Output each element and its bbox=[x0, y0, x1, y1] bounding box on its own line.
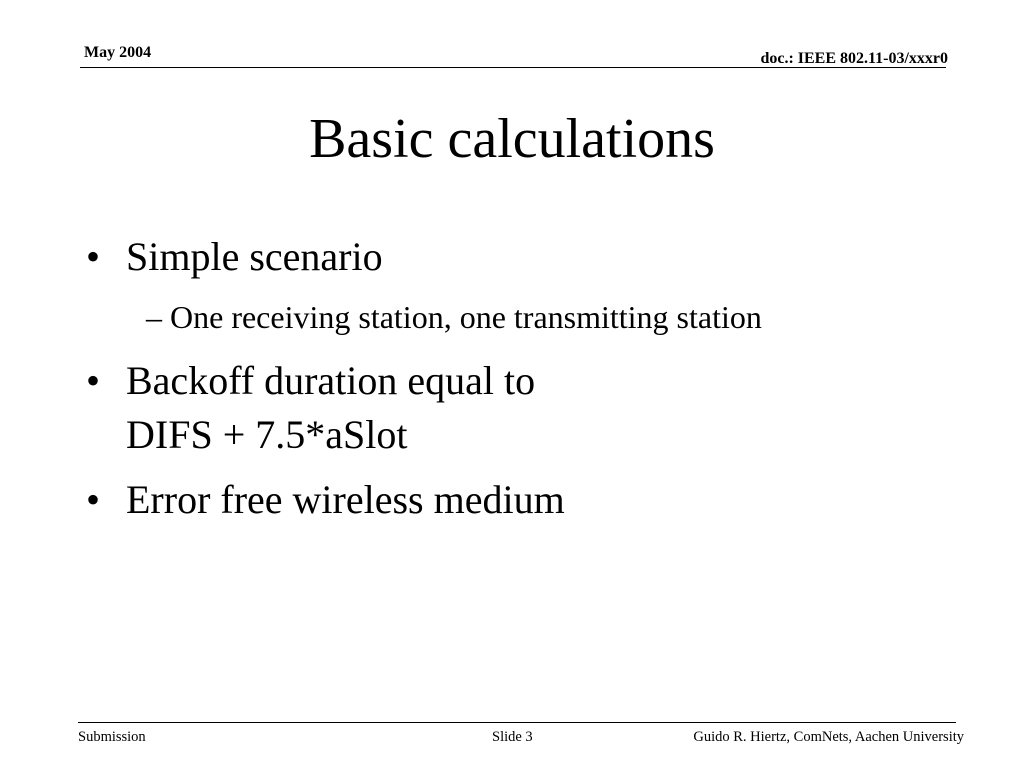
bullet-marker: • bbox=[86, 234, 101, 279]
bullet-text-line: Backoff duration equal to bbox=[126, 358, 536, 403]
bullet-text-line: DIFS + 7.5*aSlot bbox=[126, 412, 408, 457]
header-doc-id: doc.: IEEE 802.11-03/xxxr0 bbox=[760, 50, 948, 67]
bullet-item bbox=[86, 354, 535, 462]
sub-bullet-text: One receiving station, one transmitting station bbox=[170, 299, 762, 335]
bullet-item bbox=[86, 230, 383, 284]
bullet-marker: • bbox=[86, 477, 101, 522]
bullet-text: Error free wireless medium bbox=[126, 477, 565, 522]
footer-submission: Submission bbox=[78, 729, 146, 745]
slide-title: Basic calculations bbox=[309, 108, 715, 170]
bullet-marker: • bbox=[86, 358, 101, 403]
header-date: May 2004 bbox=[84, 44, 152, 61]
sub-bullet-item bbox=[146, 297, 762, 337]
footer-divider bbox=[78, 722, 956, 723]
bullet-text: Simple scenario bbox=[126, 234, 383, 279]
sub-bullet-marker: – bbox=[146, 299, 162, 335]
footer-slide-number: Slide 3 bbox=[492, 729, 533, 745]
bullet-item bbox=[86, 473, 565, 527]
footer-author: Guido R. Hiertz, ComNets, Aachen University bbox=[693, 729, 964, 745]
